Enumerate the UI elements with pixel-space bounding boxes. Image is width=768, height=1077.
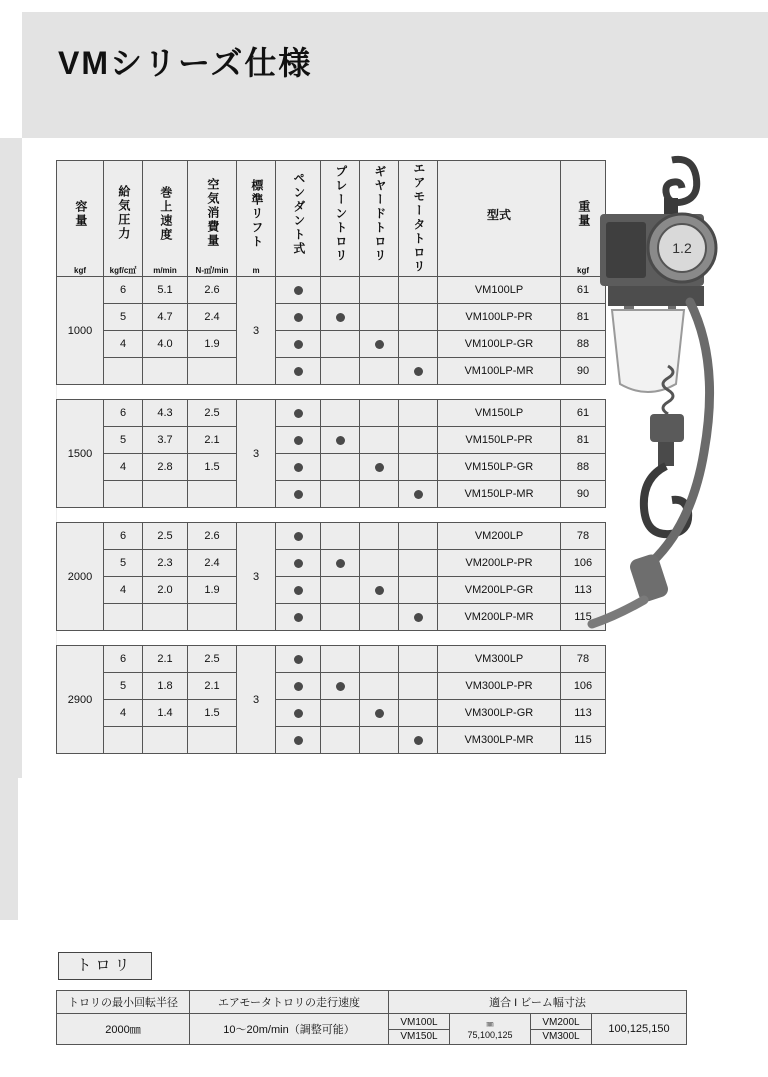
header-lift [237, 161, 276, 277]
beam-left-model-2: VM150L [400, 1030, 438, 1042]
trolley-beam-left-value [450, 1014, 531, 1045]
header-capacity-label: 容量 [73, 200, 88, 228]
header-pressure-label: 給気圧力 [116, 185, 131, 241]
cell-gear [360, 304, 399, 331]
cell-pressure [104, 481, 143, 508]
cell-pendant [276, 577, 321, 604]
cell-pendant [276, 523, 321, 550]
table-row [57, 550, 606, 577]
cell-model: VM100LP [438, 277, 561, 304]
cell-pendant [276, 727, 321, 754]
cell-weight: 106 [561, 550, 606, 577]
cell-pendant [276, 481, 321, 508]
cell-air: 2.4 [188, 304, 237, 331]
pendant-dot [294, 367, 303, 376]
pendant-dot [294, 490, 303, 499]
cell-weight: 81 [561, 304, 606, 331]
header-plain-label: プレーントロリ [333, 165, 348, 263]
pendant-dot [294, 340, 303, 349]
header-plain-trolley [321, 161, 360, 277]
cell-weight: 115 [561, 604, 606, 631]
cell-speed [143, 358, 188, 385]
table-row [57, 700, 606, 727]
cell-pressure: 6 [104, 277, 143, 304]
cell-gear [360, 604, 399, 631]
cell-lift: 3 [237, 400, 276, 508]
cell-pressure: 4 [104, 577, 143, 604]
cell-model: VM150LP-GR [438, 454, 561, 481]
cell-air: 2.6 [188, 277, 237, 304]
cell-pendant [276, 427, 321, 454]
cell-pendant [276, 304, 321, 331]
trolley-value-row [57, 1014, 687, 1045]
cell-air [188, 481, 237, 508]
cell-model: VM100LP-MR [438, 358, 561, 385]
beam-left-unit: ㎜ [486, 1021, 494, 1028]
cell-lift: 3 [237, 523, 276, 631]
plain-trolley-dot [336, 682, 345, 691]
cell-pendant [276, 277, 321, 304]
spec-header-row [57, 161, 606, 277]
cell-air [188, 604, 237, 631]
cell-airmotor [399, 550, 438, 577]
cell-speed [143, 727, 188, 754]
group-separator [57, 385, 606, 400]
table-row [57, 331, 606, 358]
header-speed [143, 161, 188, 277]
pendant-dot [294, 286, 303, 295]
cell-speed: 3.7 [143, 427, 188, 454]
cell-airmotor [399, 277, 438, 304]
header-pendant-label: ペンダント式 [291, 172, 306, 256]
cell-plain [321, 358, 360, 385]
airmotor-trolley-dot [414, 490, 423, 499]
cell-plain [321, 646, 360, 673]
cell-gear [360, 331, 399, 358]
trolley-header-speed: エアモータトロリの走行速度 [190, 991, 389, 1014]
header-pressure [104, 161, 143, 277]
header-air-label: 空気消費量 [205, 178, 220, 248]
cell-weight: 78 [561, 523, 606, 550]
cell-capacity: 1000 [57, 277, 104, 385]
plain-trolley-dot [336, 559, 345, 568]
cell-air: 1.5 [188, 454, 237, 481]
cell-weight: 90 [561, 481, 606, 508]
header-capacity-unit: kgf [74, 266, 86, 275]
header-speed-label: 巻上速度 [158, 186, 173, 242]
cell-airmotor [399, 727, 438, 754]
cell-speed: 4.7 [143, 304, 188, 331]
cell-weight: 113 [561, 577, 606, 604]
geared-trolley-dot [375, 586, 384, 595]
pendant-dot [294, 463, 303, 472]
group-separator [57, 631, 606, 646]
product-photo [572, 152, 764, 632]
airmotor-trolley-dot [414, 367, 423, 376]
cell-gear [360, 523, 399, 550]
cell-plain [321, 673, 360, 700]
cell-gear [360, 727, 399, 754]
cell-air: 2.1 [188, 427, 237, 454]
cell-pressure: 5 [104, 427, 143, 454]
cell-plain [321, 400, 360, 427]
cell-pendant [276, 358, 321, 385]
cell-airmotor [399, 673, 438, 700]
cell-pressure: 4 [104, 454, 143, 481]
cell-weight: 88 [561, 454, 606, 481]
geared-trolley-dot [375, 709, 384, 718]
pendant-dot [294, 409, 303, 418]
cell-capacity: 1500 [57, 400, 104, 508]
table-row [57, 304, 606, 331]
table-row [57, 277, 606, 304]
cell-speed [143, 481, 188, 508]
cell-model: VM300LP-MR [438, 727, 561, 754]
cell-air [188, 727, 237, 754]
cell-plain [321, 304, 360, 331]
cell-airmotor [399, 604, 438, 631]
cell-speed: 2.5 [143, 523, 188, 550]
beam-left-dims: 75,100,125 [467, 1030, 513, 1040]
air-hoist-illustration [572, 152, 764, 632]
cell-air: 1.9 [188, 331, 237, 358]
cell-speed [143, 604, 188, 631]
cell-airmotor [399, 646, 438, 673]
cell-pendant [276, 454, 321, 481]
cell-gear [360, 550, 399, 577]
cell-airmotor [399, 523, 438, 550]
pendant-dot [294, 436, 303, 445]
cell-pendant [276, 400, 321, 427]
cell-gear [360, 673, 399, 700]
cell-pressure: 5 [104, 550, 143, 577]
cell-pressure [104, 727, 143, 754]
cell-airmotor [399, 400, 438, 427]
cell-pendant [276, 673, 321, 700]
spec-table [56, 160, 606, 754]
pendant-dot [294, 736, 303, 745]
cell-plain [321, 604, 360, 631]
header-capacity [57, 161, 104, 277]
header-pressure-unit: kgf/c㎡ [109, 266, 137, 275]
cell-speed: 2.8 [143, 454, 188, 481]
svg-text:1.2: 1.2 [672, 240, 692, 256]
cell-weight: 115 [561, 727, 606, 754]
cell-model: VM100LP-GR [438, 331, 561, 358]
cell-pressure: 6 [104, 523, 143, 550]
cell-gear [360, 700, 399, 727]
pendant-dot [294, 613, 303, 622]
beam-left-model-1: VM100L [389, 1016, 449, 1030]
cell-pressure: 6 [104, 400, 143, 427]
cell-weight: 78 [561, 646, 606, 673]
table-row [57, 523, 606, 550]
cell-speed: 2.3 [143, 550, 188, 577]
trolley-beam-right-value: 100,125,150 [592, 1014, 687, 1045]
left-margin-stub-lower [0, 778, 18, 920]
table-row [57, 454, 606, 481]
cell-model: VM200LP-GR [438, 577, 561, 604]
cell-speed: 2.0 [143, 577, 188, 604]
pendant-dot [294, 586, 303, 595]
trolley-beam-left-models [389, 1014, 450, 1045]
pendant-dot [294, 532, 303, 541]
cell-pressure: 6 [104, 646, 143, 673]
pendant-dot [294, 313, 303, 322]
spec-table-head [57, 161, 606, 277]
cell-weight: 61 [561, 400, 606, 427]
cell-weight: 90 [561, 358, 606, 385]
cell-gear [360, 400, 399, 427]
cell-plain [321, 577, 360, 604]
geared-trolley-dot [375, 463, 384, 472]
group-separator [57, 508, 606, 523]
cell-model: VM100LP-PR [438, 304, 561, 331]
table-row [57, 577, 606, 604]
table-row [57, 400, 606, 427]
cell-gear [360, 358, 399, 385]
cell-speed: 4.0 [143, 331, 188, 358]
geared-trolley-dot [375, 340, 384, 349]
cell-weight: 61 [561, 277, 606, 304]
trolley-speed-value: 10〜20m/min（調整可能） [190, 1014, 389, 1045]
table-row [57, 727, 606, 754]
cell-pendant [276, 646, 321, 673]
cell-gear [360, 427, 399, 454]
pendant-dot [294, 709, 303, 718]
header-airmotor-label: エアモータトロリ [411, 162, 426, 274]
cell-pressure: 5 [104, 673, 143, 700]
cell-model: VM200LP [438, 523, 561, 550]
table-row [57, 358, 606, 385]
cell-air [188, 358, 237, 385]
header-air-unit: N-㎥/min [195, 266, 229, 275]
cell-model: VM150LP-MR [438, 481, 561, 508]
cell-airmotor [399, 481, 438, 508]
cell-airmotor [399, 304, 438, 331]
cell-speed: 1.4 [143, 700, 188, 727]
cell-plain [321, 550, 360, 577]
cell-weight: 88 [561, 331, 606, 358]
cell-air: 1.5 [188, 700, 237, 727]
trolley-header-beam: 適合 I ビーム幅寸法 [389, 991, 687, 1014]
cell-air: 2.1 [188, 673, 237, 700]
cell-gear [360, 577, 399, 604]
spec-table-body [57, 277, 606, 754]
page-title: VMシリーズ仕様 [58, 45, 313, 81]
cell-pressure [104, 604, 143, 631]
cell-weight: 81 [561, 427, 606, 454]
cell-gear [360, 454, 399, 481]
cell-capacity: 2900 [57, 646, 104, 754]
cell-speed: 5.1 [143, 277, 188, 304]
cell-airmotor [399, 427, 438, 454]
cell-plain [321, 277, 360, 304]
table-row [57, 646, 606, 673]
cell-airmotor [399, 454, 438, 481]
header-lift-label: 標準リフト [249, 179, 264, 249]
cell-air: 2.4 [188, 550, 237, 577]
airmotor-trolley-dot [414, 736, 423, 745]
trolley-beam-right-models [531, 1014, 592, 1045]
table-row [57, 673, 606, 700]
cell-lift: 3 [237, 646, 276, 754]
cell-air: 2.5 [188, 400, 237, 427]
trolley-radius-value: 2000㎜ [57, 1014, 190, 1045]
airmotor-trolley-dot [414, 613, 423, 622]
cell-weight: 106 [561, 673, 606, 700]
cell-air: 2.6 [188, 523, 237, 550]
cell-speed: 1.8 [143, 673, 188, 700]
header-speed-unit: m/min [153, 266, 177, 275]
trolley-header-row [57, 991, 687, 1014]
pendant-dot [294, 682, 303, 691]
trolley-section-label: トロリ [58, 952, 152, 980]
cell-airmotor [399, 577, 438, 604]
pendant-dot [294, 559, 303, 568]
header-airmotor-trolley [399, 161, 438, 277]
trolley-table [56, 990, 687, 1045]
pendant-dot [294, 655, 303, 664]
cell-gear [360, 277, 399, 304]
cell-pressure [104, 358, 143, 385]
cell-pendant [276, 550, 321, 577]
cell-plain [321, 481, 360, 508]
trolley-header-radius: トロリの最小回転半径 [57, 991, 190, 1014]
cell-pendant [276, 700, 321, 727]
cell-pressure: 5 [104, 304, 143, 331]
beam-right-model-1: VM200L [531, 1016, 591, 1030]
header-geared-trolley [360, 161, 399, 277]
cell-pendant [276, 604, 321, 631]
cell-model: VM150LP [438, 400, 561, 427]
cell-model: VM150LP-PR [438, 427, 561, 454]
table-row [57, 427, 606, 454]
cell-model: VM300LP-GR [438, 700, 561, 727]
cell-pressure: 4 [104, 331, 143, 358]
header-model [438, 161, 561, 277]
header-gear-label: ギヤードトロリ [372, 165, 387, 263]
cell-weight: 113 [561, 700, 606, 727]
header-weight-unit: kgf [577, 266, 589, 275]
header-model-label: 型式 [486, 207, 511, 222]
cell-plain [321, 727, 360, 754]
cell-pendant [276, 331, 321, 358]
beam-right-model-2: VM300L [542, 1030, 580, 1042]
left-margin-stub [0, 138, 22, 778]
cell-plain [321, 700, 360, 727]
table-row [57, 604, 606, 631]
cell-air: 2.5 [188, 646, 237, 673]
cell-plain [321, 427, 360, 454]
cell-airmotor [399, 700, 438, 727]
cell-pressure: 4 [104, 700, 143, 727]
cell-model: VM300LP-PR [438, 673, 561, 700]
cell-gear [360, 481, 399, 508]
cell-capacity: 2000 [57, 523, 104, 631]
cell-model: VM200LP-PR [438, 550, 561, 577]
cell-model: VM200LP-MR [438, 604, 561, 631]
cell-plain [321, 523, 360, 550]
header-air [188, 161, 237, 277]
cell-model: VM300LP [438, 646, 561, 673]
cell-plain [321, 454, 360, 481]
cell-airmotor [399, 331, 438, 358]
cell-gear [360, 646, 399, 673]
cell-speed: 2.1 [143, 646, 188, 673]
header-weight-label: 重量 [576, 200, 591, 228]
cell-plain [321, 331, 360, 358]
plain-trolley-dot [336, 313, 345, 322]
cell-air: 1.9 [188, 577, 237, 604]
header-lift-unit: m [252, 266, 260, 275]
cell-lift: 3 [237, 277, 276, 385]
cell-airmotor [399, 358, 438, 385]
header-pendant [276, 161, 321, 277]
table-row [57, 481, 606, 508]
cell-speed: 4.3 [143, 400, 188, 427]
plain-trolley-dot [336, 436, 345, 445]
